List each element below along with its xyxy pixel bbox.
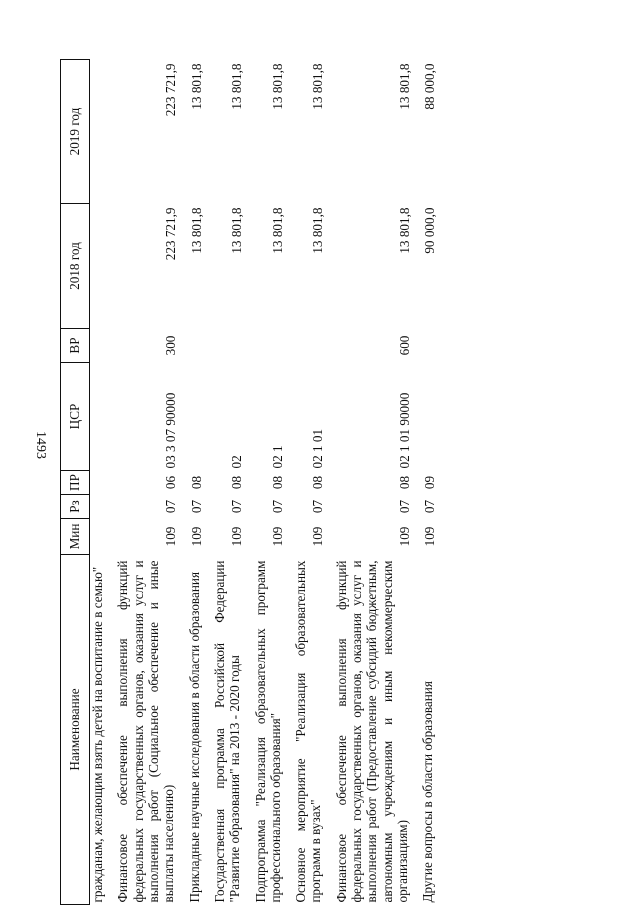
- row-pr: 09: [422, 475, 438, 490]
- row-csr: 02 1: [269, 445, 285, 469]
- table-header-row: [61, 60, 90, 905]
- table-row: [245, 60, 286, 905]
- row-name: Прикладные научные исследования в области образования: [186, 571, 202, 903]
- header-pr: ПР: [61, 471, 90, 495]
- row-name: Другие вопросы в области образования: [420, 681, 436, 903]
- row-rz: 07: [310, 499, 326, 514]
- row-min: 109: [310, 526, 326, 547]
- row-2018: 13 801,8: [269, 207, 285, 254]
- row-2018: 13 801,8: [310, 207, 326, 254]
- row-min: 109: [229, 526, 245, 547]
- row-rz: [90, 495, 108, 519]
- row-rz: 07: [188, 499, 204, 514]
- row-2019: 13 801,8: [229, 63, 245, 110]
- rotated-page: [60, 60, 640, 905]
- row-rz: 07: [163, 499, 179, 514]
- row-2018: 223 721,9: [163, 207, 179, 261]
- row-2019: [90, 60, 108, 204]
- row-csr: 02: [229, 455, 245, 469]
- row-pr: 08: [397, 475, 412, 490]
- row-rz: 07: [422, 499, 438, 514]
- row-csr: [90, 363, 108, 471]
- table-row: [285, 60, 326, 905]
- budget-table: [60, 59, 438, 905]
- row-rz: 07: [397, 499, 412, 514]
- row-name: Основное мероприятие "Реализация образовательных программ в вузах": [293, 560, 324, 903]
- header-2018: 2018 год: [61, 204, 90, 329]
- row-pr: 08: [310, 475, 326, 490]
- row-2018: [90, 204, 108, 329]
- row-csr: [179, 363, 204, 471]
- row-rz: 07: [229, 499, 245, 514]
- header-min: Мин: [61, 519, 90, 555]
- row-vr: [285, 329, 326, 363]
- row-csr: 03 3 07 90000: [163, 392, 179, 469]
- row-name: Подпрограмма "Реализация образовательных программ профессионального образования": [252, 560, 283, 903]
- row-2018: 13 801,8: [397, 207, 412, 254]
- row-name: Финансовое обеспечение выполнения функций федеральных государственных органов, оказания услуг и выполнения работ (Предоставление субсидий бюджетным, автономным учреждениям и иным некоммерческим организациям): [333, 560, 410, 903]
- row-name: Финансовое обеспечение выполнения функций федеральных государственных органов, оказания услуг и выполнения работ (Социальное обеспечение и иные выплаты населению): [115, 560, 177, 903]
- row-pr: 08: [229, 475, 245, 490]
- header-name: Наименование: [61, 555, 90, 905]
- table-row: [204, 60, 245, 905]
- row-2019: 223 721,9: [163, 63, 179, 117]
- row-min: 109: [422, 526, 438, 547]
- row-pr: [90, 471, 108, 495]
- page-number: 1493: [33, 431, 48, 459]
- row-pr: 08: [188, 475, 204, 490]
- row-2018: 13 801,8: [188, 207, 204, 254]
- row-csr: 02 1 01: [310, 428, 326, 469]
- row-vr: 600: [397, 335, 412, 356]
- row-csr: 02 1 01 90000: [397, 392, 412, 469]
- table-row: [412, 60, 437, 905]
- table-row: [179, 60, 204, 905]
- row-name: Государственная программа Российской Федерации "Развитие образования" на 2013 - 2020 годы: [211, 560, 243, 903]
- row-vr: [245, 329, 286, 363]
- row-rz: 07: [269, 499, 285, 514]
- row-2019: 88 000,0: [422, 63, 438, 110]
- row-2019: 13 801,8: [397, 63, 412, 110]
- row-2019: 13 801,8: [269, 63, 285, 110]
- row-vr: [90, 329, 108, 363]
- row-csr: [412, 363, 437, 471]
- row-pr: 08: [269, 475, 285, 490]
- row-min: 109: [188, 526, 204, 547]
- row-2018: 90 000,0: [422, 207, 438, 254]
- row-2018: 13 801,8: [229, 207, 245, 254]
- row-min: 109: [163, 526, 179, 547]
- table-row: [107, 60, 178, 905]
- row-vr: [412, 329, 437, 363]
- header-vr: ВР: [61, 329, 90, 363]
- row-min: [90, 519, 108, 555]
- row-2019: 13 801,8: [310, 63, 326, 110]
- row-name: гражданам, желающим взять детей на воспитание в семью": [90, 566, 105, 903]
- header-csr: ЦСР: [61, 363, 90, 471]
- row-vr: [179, 329, 204, 363]
- row-vr: [204, 329, 245, 363]
- header-2019: 2019 год: [61, 60, 90, 204]
- header-rz: Рз: [61, 495, 90, 519]
- row-2019: 13 801,8: [188, 63, 204, 110]
- table-row: [326, 60, 413, 905]
- row-min: 109: [269, 526, 285, 547]
- row-vr: 300: [163, 335, 179, 356]
- row-pr: 06: [163, 475, 179, 490]
- table-row: [90, 60, 108, 905]
- row-min: 109: [397, 526, 412, 547]
